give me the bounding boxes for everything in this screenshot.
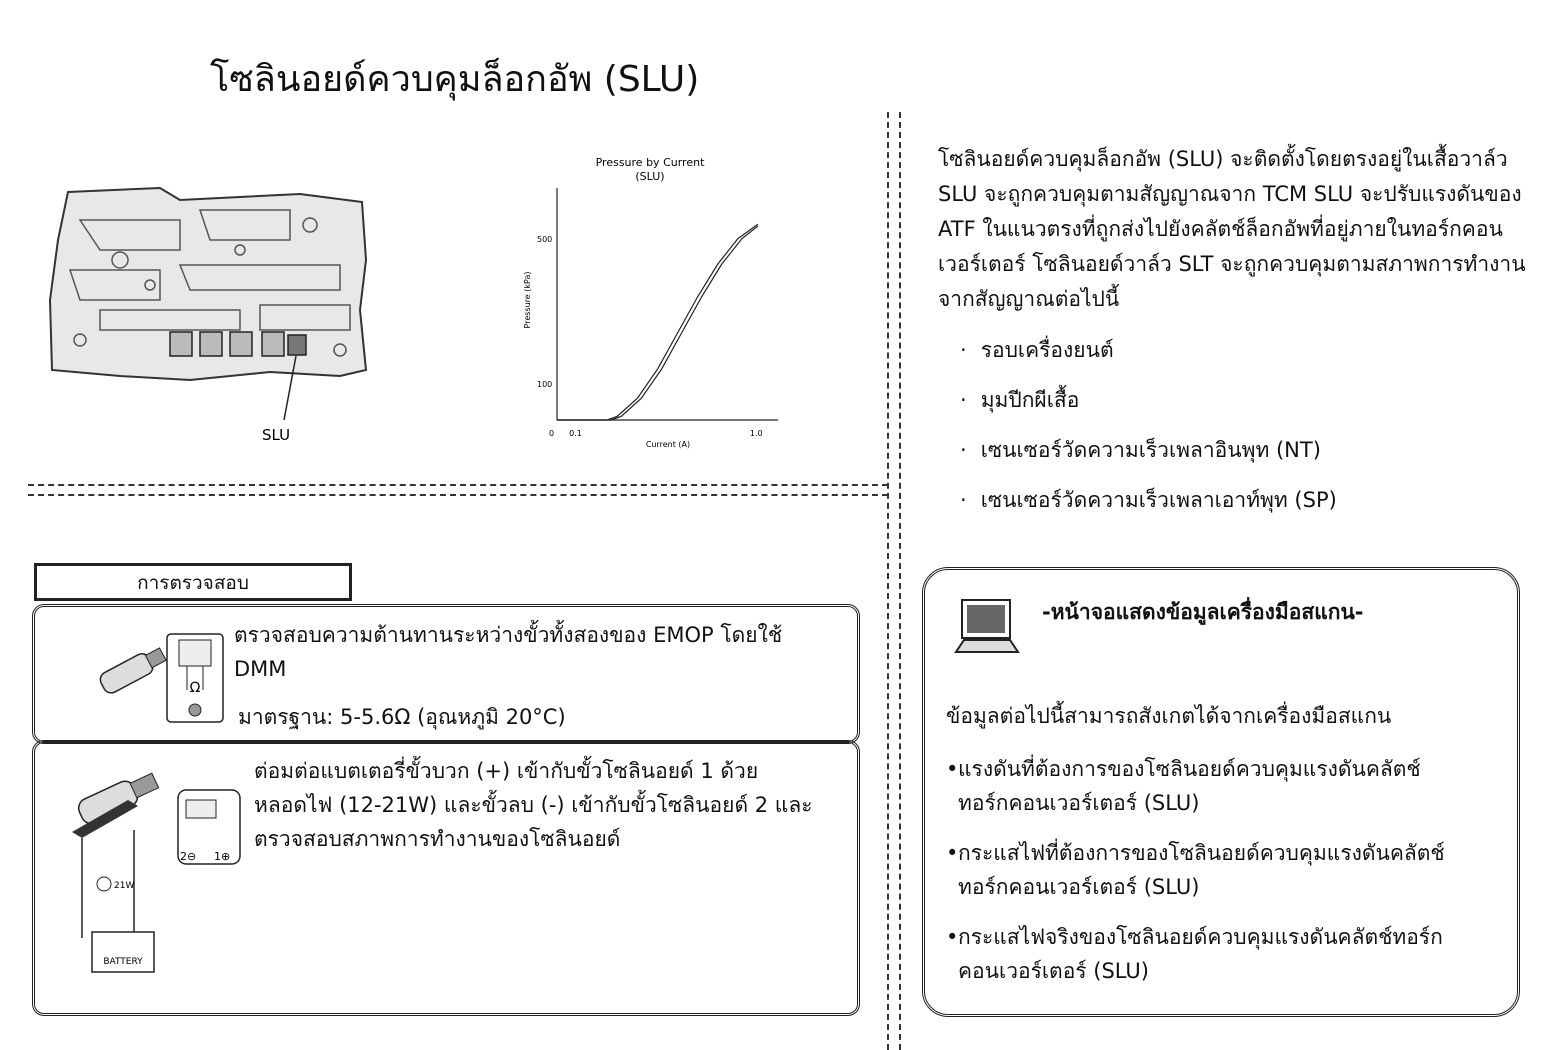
laptop-icon [952,596,1022,658]
step1-instruction: ตรวจสอบความต้านทานระหว่างขั้วทั้งสองของ EMOP โดยใช้ DMM [234,623,783,681]
chart-title: Pressure by Current [595,156,705,169]
ohm-symbol: Ω [189,680,201,696]
vertical-divider [899,112,901,1050]
series-line-1 [557,224,758,420]
intro-paragraph: โซลินอยด์ควบคุมล็อกอัพ (SLU) จะติดตั้งโดยตรงอยู่ในเสื้อวาล์ว SLU จะถูกควบคุมตามสัญญาณจาก TCM SLU จะปรับแรงดันของ ATF ในแนวตรงที่ถูกส่งไปยังคลัตช์ล็อกอัพที่อยู่ภายในทอร์กคอนเวอร์เตอร์ โซลินอยด์วาล์ว SLT จะถูกควบคุมตามสภาพการทำงานจากสัญญาณต่อไปนี้ [938,147,1526,311]
scan-item-2: •กระแสไฟที่ต้องการของโซลินอยด์ควบคุมแรงดันคลัตช์ ทอร์กคอนเวอร์เตอร์ (SLU) [946,841,1445,899]
bulb-icon [97,877,111,891]
dmm-connection-illustration [95,630,235,730]
x-tick-label: 0.1 [569,429,582,438]
slu-callout-label: SLU [262,426,291,444]
step1-standard: มาตรฐาน: 5-5.6Ω (อุณหภูมิ 20°C) [238,705,566,729]
step2-line1: ต่อมต่อแบตเตอรี่ขั้วบวก (+) เข้ากับขั้วโซลินอยด์ 1 ด้วย [254,759,759,783]
series-line-2 [557,226,758,420]
y-tick-label: 500 [537,234,553,244]
vertical-divider [887,112,889,1050]
chart-subtitle: (SLU) [635,170,665,183]
scan-tool-intro: ข้อมูลต่อไปนี้สามารถสังเกตได้จากเครื่องมือสแกน [946,704,1392,728]
battery-label: BATTERY [103,957,143,967]
scan-item-3: •กระแสไฟจริงของโซลินอยด์ควบคุมแรงดันคลัตช์ทอร์ก คอนเวอร์เตอร์ (SLU) [946,925,1443,983]
x-tick-label: 1.0 [749,429,763,438]
list-item: · เซนเซอร์วัดความเร็วเพลาอินพุท (NT) [960,430,1337,480]
page-title: โซลินอยด์ควบคุมล็อกอัพ (SLU) [210,59,700,100]
pressure-current-chart [520,150,790,460]
dmm-dial [189,704,201,716]
list-item: · รอบเครื่องยนต์ [960,330,1337,380]
step2-line2: หลอดไฟ (12-21W) และขั้วลบ (-) เข้ากับขั้วโซลินอยด์ 2 และ [254,793,813,817]
terminal-1-label: 1⊕ [214,850,231,863]
list-item: · เซนเซอร์วัดความเร็วเพลาเอาท์พุท (SP) [960,480,1337,530]
step2-line3: ตรวจสอบสภาพการทำงานของโซลินอยด์ [254,827,621,851]
valve-body-illustration [40,180,380,450]
x-tick-label: 0 [549,429,555,438]
input-signal-list [960,330,1337,530]
terminal-2-label: 2⊖ [180,850,197,863]
bulb-label: 21W [114,881,135,891]
x-axis-label: Current (A) [645,440,691,449]
scan-item-1: •แรงดันที่ต้องการของโซลินอยด์ควบคุมแรงดันคลัตช์ ทอร์กคอนเวอร์เตอร์ (SLU) [946,757,1421,815]
horizontal-divider [28,494,888,496]
horizontal-divider [28,484,888,486]
y-tick-label: 100 [537,379,553,389]
battery-connection-illustration [68,760,248,980]
list-item: · มุมปีกผีเสื้อ [960,380,1337,430]
inspection-label: การตรวจสอบ [34,563,352,601]
scan-tool-header: -หน้าจอแสดงข้อมูลเครื่องมือสแกน- [1042,600,1364,624]
y-axis-label: Pressure (kPa) [523,271,532,329]
